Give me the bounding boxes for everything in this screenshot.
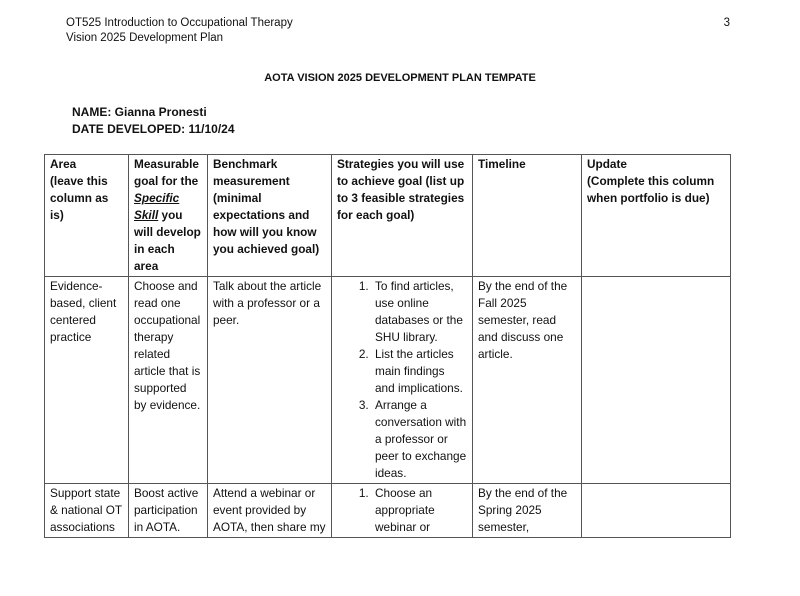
- strategy-item: 1. To find articles, use online databases or the SHU library.: [372, 278, 467, 346]
- student-info: [72, 104, 235, 138]
- header-goal: [129, 155, 208, 277]
- development-plan-table: [44, 154, 731, 538]
- area-cell: Evidence-based, client centered practice: [45, 277, 129, 484]
- running-header: [66, 16, 293, 46]
- strategies-cell: [332, 484, 473, 538]
- header-goal-specific-skill: Specific Skill: [134, 191, 180, 222]
- table-row: [45, 277, 731, 484]
- header-goal-post: you will develop in each area: [134, 208, 201, 273]
- strategy-item: 3. Arrange a conversation with a professor or peer to exchange ideas.: [372, 397, 467, 482]
- strategies-cell: [332, 277, 473, 484]
- document-title: AOTA VISION 2025 DEVELOPMENT PLAN TEMPATE: [264, 72, 536, 84]
- table-header-row: [45, 155, 731, 277]
- header-update-note: (Complete this column when portfolio is due): [587, 174, 715, 205]
- header-timeline: Timeline: [473, 155, 582, 277]
- goal-cell: Boost active participation in AOTA.: [129, 484, 208, 538]
- timeline-cell: By the end of the Spring 2025 semester,: [473, 484, 582, 538]
- timeline-cell: By the end of the Fall 2025 semester, read and discuss one article.: [473, 277, 582, 484]
- header-area-label: Area: [50, 157, 77, 171]
- strategy-list: [337, 485, 467, 536]
- header-update-label: Update: [587, 157, 627, 171]
- header-benchmark: Benchmark measurement (minimal expectations and how will you know you achieved goal): [208, 155, 332, 277]
- header-goal-pre: Measurable goal for the: [134, 157, 199, 188]
- strategy-item: 1. Choose an appropriate webinar or: [372, 485, 467, 536]
- update-cell[interactable]: [582, 484, 731, 538]
- document-subtitle: Vision 2025 Development Plan: [66, 32, 224, 44]
- header-area-note: (leave this column as is): [50, 174, 109, 222]
- header-update: [582, 155, 731, 277]
- page-number: 3: [723, 17, 730, 29]
- area-cell: Support state & national OT associations: [45, 484, 129, 538]
- header-area: [45, 155, 129, 277]
- course-title: OT525 Introduction to Occupational Therapy: [66, 17, 293, 29]
- date-developed: DATE DEVELOPED: 11/10/24: [72, 122, 235, 136]
- header-strategies: Strategies you will use to achieve goal (list up to 3 feasible strategies for each goal): [332, 155, 473, 277]
- benchmark-cell: Attend a webinar or event provided by AOTA, then share my: [208, 484, 332, 538]
- strategy-list: [337, 278, 467, 482]
- benchmark-cell: Talk about the article with a professor or a peer.: [208, 277, 332, 484]
- student-name: NAME: Gianna Pronesti: [72, 105, 207, 119]
- update-cell[interactable]: [582, 277, 731, 484]
- strategy-item: 2. List the articles main findings and implications.: [372, 346, 467, 397]
- goal-cell: Choose and read one occupational therapy related article that is supported by evidence.: [129, 277, 208, 484]
- table-row: [45, 484, 731, 538]
